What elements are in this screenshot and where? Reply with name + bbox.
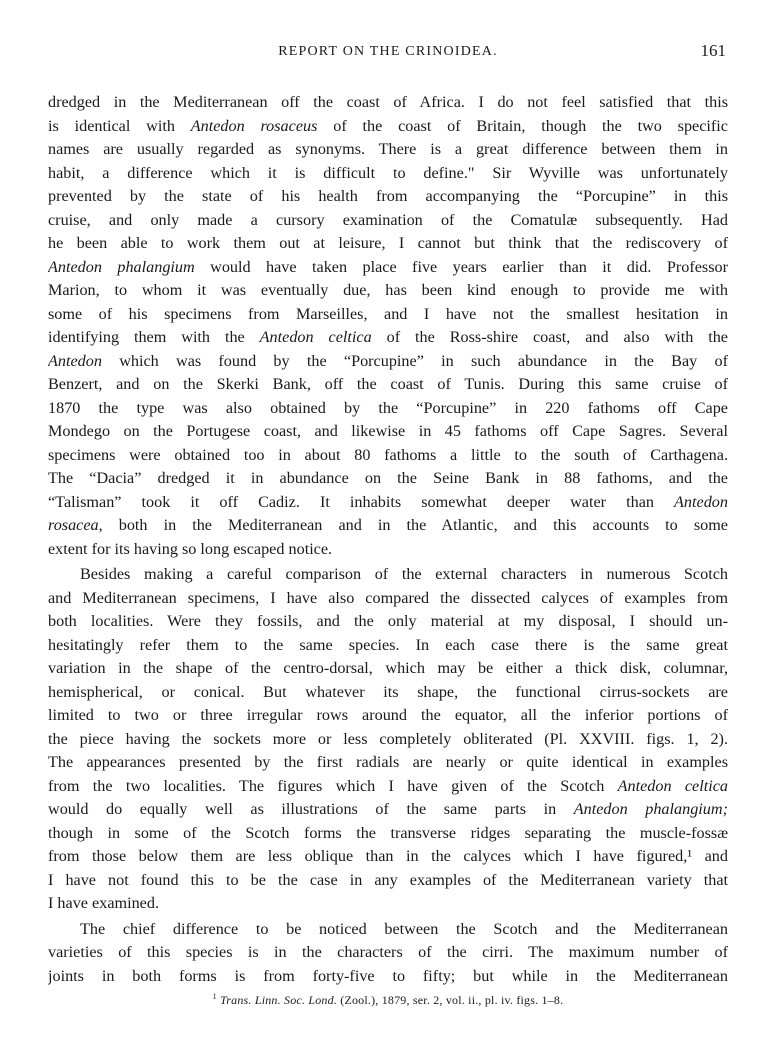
text-segment: 1870 the type was also obtained by the “Porcupine” in 220 fathoms off Cape: [48, 398, 728, 417]
text-line: [48, 491, 728, 515]
text-line: [48, 514, 728, 538]
text-segment: the piece having the sockets more or less completely obliterated (Pl. XXVIII. figs. 1, 2).: [48, 729, 728, 748]
italic-term: Antedon celtica: [259, 328, 372, 346]
italic-term: Antedon phalangium;: [573, 800, 728, 818]
text-segment: would have taken place five years earlier than it did. Professor: [194, 257, 728, 276]
text-segment: of the coast of Britain, though the two specific: [317, 116, 728, 135]
text-segment: The appearances presented by the first radials are nearly or quite identical in examples: [48, 753, 728, 771]
text-segment: I have not found this to be the case in any examples of the Mediterranean variety that: [48, 870, 728, 889]
text-segment: cruise, and only made a cursory examination of the Comatulæ subsequently. Had: [48, 210, 728, 229]
running-title: REPORT ON THE CRINOIDEA.: [278, 44, 498, 59]
text-segment: “Talisman” took it off Cadiz. It inhabits somewhat deeper water than: [48, 492, 675, 511]
text-segment: from the two localities. The figures which I have given of the Scotch: [48, 776, 618, 795]
italic-term: Antedon: [674, 492, 728, 511]
footnote: [48, 992, 728, 1008]
text-segment: Marion, to whom it was eventually due, has been kind enough to provide me with: [48, 281, 728, 299]
text-line: [48, 704, 728, 728]
text-line: [48, 232, 728, 256]
text-segment: I have examined.: [48, 894, 160, 912]
text-segment: would do equally well as illustrations of the same parts in: [48, 800, 574, 818]
text-segment: and Mediterranean specimens, I have also compared the dissected calyces of examples from: [48, 588, 728, 607]
text-line: [48, 728, 728, 752]
text-line: [48, 279, 728, 303]
text-line: [48, 965, 728, 989]
text-segment: variation in the shape of the centro-dorsal, which may be either a thick disk, columnar,: [48, 659, 728, 677]
text-line: [48, 420, 728, 444]
text-segment: of the Ross-shire coast, and also with the: [371, 328, 728, 346]
text-segment: both localities. Were they fossils, and the only material at my disposal, I should un-: [48, 612, 728, 630]
text-segment: habit, a difference which it is difficult to define." Sir Wyville was unfortunately: [48, 163, 728, 182]
text-line: [48, 350, 728, 374]
text-line: [48, 869, 728, 893]
text-segment: though in some of the Scotch forms the transverse ridges separating the muscle-fossæ: [48, 823, 728, 842]
italic-term: rosacea: [48, 516, 99, 534]
text-line: [48, 941, 728, 965]
text-line: [48, 918, 728, 942]
text-line: [48, 845, 728, 869]
text-segment: identifying them with the: [48, 328, 260, 346]
text-line: [48, 798, 728, 822]
text-line: [48, 209, 728, 233]
text-segment: Mondego on the Portugese coast, and likewise in 45 fathoms off Cape Sagres. Several: [48, 422, 728, 440]
text-line: [48, 751, 728, 775]
page-header: [48, 38, 728, 66]
text-segment: from those below them are less oblique than in the calyces which I have figured,¹ and: [48, 847, 728, 865]
text-segment: prevented by the state of his health from accompanying the “Porcupine” in this: [48, 187, 728, 205]
text-line: [48, 326, 728, 350]
text-line: [48, 397, 728, 421]
document-page: [48, 38, 728, 1008]
paragraph-2: [48, 563, 728, 916]
text-line: [48, 162, 728, 186]
text-segment: Benzert, and on the Skerki Bank, off the coast of Tunis. During this same cruise of: [48, 375, 728, 393]
italic-term: Antedon phalangium: [48, 257, 195, 276]
text-line: [48, 373, 728, 397]
footnote-citation-details: (Zool.), 1879, ser. 2, vol. ii., pl. iv. figs. 1–8.: [337, 993, 564, 1007]
text-segment: The chief difference to be noticed between the Scotch and the Mediterranean: [80, 919, 728, 938]
text-line: [48, 892, 728, 916]
italic-term: Antedon: [48, 351, 102, 370]
footnote-marker: 1: [212, 992, 217, 1001]
text-line: [48, 444, 728, 468]
text-segment: names are usually regarded as synonyms. There is a great difference between them in: [48, 140, 728, 158]
paragraph-3: [48, 918, 728, 989]
text-line: [48, 138, 728, 162]
text-segment: he been able to work them out at leisure, I cannot but think that the rediscovery of: [48, 234, 728, 252]
text-segment: hesitatingly refer them to the same species. In each case there is the same great: [48, 635, 728, 654]
text-line: [48, 657, 728, 681]
text-segment: joints in both forms is from forty-five to fifty; but while in the Mediterranean: [48, 966, 728, 985]
text-segment: varieties of this species is in the characters of the cirri. The maximum number of: [48, 943, 728, 961]
text-segment: hemispherical, or conical. But whatever its shape, the functional cirrus-sockets are: [48, 682, 728, 701]
text-line: [48, 681, 728, 705]
text-segment: is identical with: [48, 116, 191, 135]
text-line: [48, 303, 728, 327]
text-line: [48, 587, 728, 611]
text-segment: dredged in the Mediterranean off the coast of Africa. I do not feel satisfied that this: [48, 93, 728, 111]
text-line: [48, 538, 728, 562]
text-segment: some of his specimens from Marseilles, and I have not the smallest hesitation in: [48, 304, 728, 323]
page-number: 161: [700, 41, 726, 60]
text-line: [48, 634, 728, 658]
text-segment: The “Dacia” dredged it in abundance on the Seine Bank in 88 fathoms, and the: [48, 469, 728, 487]
text-segment: specimens were obtained too in about 80 fathoms a little to the south of Carthagena.: [48, 445, 728, 464]
text-line: [48, 610, 728, 634]
text-segment: which was found by the “Porcupine” in such abundance in the Bay of: [101, 351, 728, 370]
text-line: [48, 563, 728, 587]
text-line: [48, 91, 728, 115]
paragraph-1: [48, 91, 728, 561]
text-segment: extent for its having so long escaped notice.: [48, 539, 333, 558]
text-line: [48, 185, 728, 209]
italic-term: Antedon celtica: [617, 776, 728, 795]
text-segment: , both in the Mediterranean and in the Atlantic, and this accounts to some: [98, 516, 728, 534]
text-line: [48, 775, 728, 799]
text-line: [48, 467, 728, 491]
text-line: [48, 115, 728, 139]
italic-term: Antedon rosaceus: [190, 116, 318, 135]
text-segment: Besides making a careful comparison of the external characters in numerous Scotch: [80, 565, 728, 583]
text-line: [48, 822, 728, 846]
footnote-citation-title: Trans. Linn. Soc. Lond.: [220, 993, 338, 1007]
text-line: [48, 256, 728, 280]
text-segment: limited to two or three irregular rows around the equator, all the inferior portions of: [48, 706, 728, 724]
